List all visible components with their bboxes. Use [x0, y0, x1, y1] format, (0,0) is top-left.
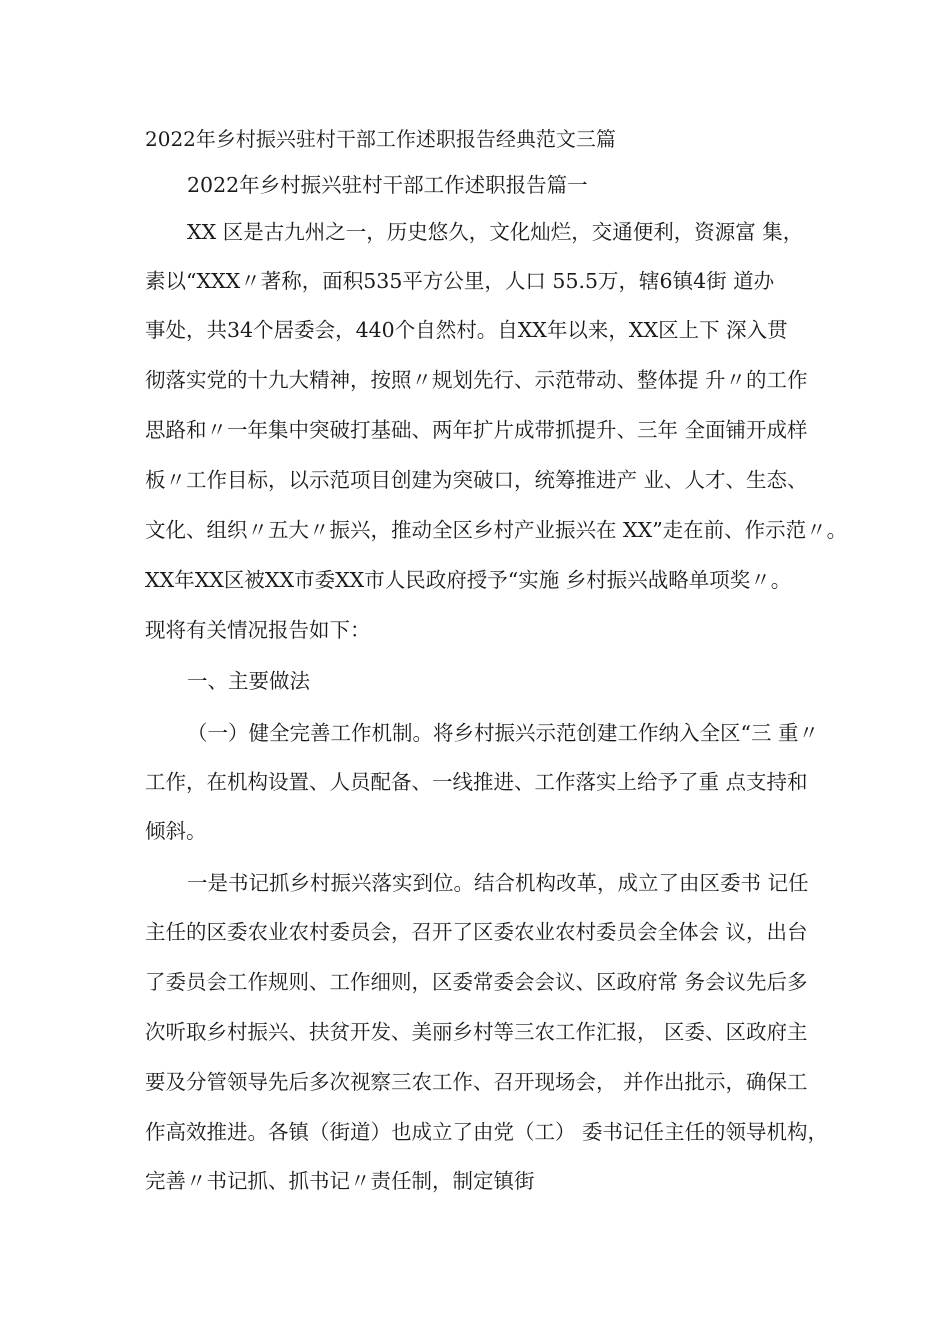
- paragraph-line: 板〃工作目标，以示范项目创建为突破口，统筹推进产 业、人才、生态、: [145, 468, 808, 492]
- paragraph-line: 素以“XXX〃著称，面积535平方公里，人口 55.5万，辖6镇4街 道办: [145, 269, 775, 293]
- paragraph-line: XX 区是古九州之一，历史悠久，文化灿烂，交通便利，资源富 集，: [187, 220, 804, 244]
- paragraph-line: 要及分管领导先后多次视察三农工作、召开现场会， 并作出批示，确保工: [145, 1070, 808, 1094]
- paragraph-line: 一是书记抓乡村振兴落实到位。结合机构改革，成立了由区委书 记任: [187, 871, 809, 895]
- paragraph-line: 了委员会工作规则、工作细则，区委常委会会议、区政府常 务会议先后多: [145, 970, 808, 994]
- paragraph-line: （一）健全完善工作机制。将乡村振兴示范创建工作纳入全区“三 重〃: [187, 721, 819, 745]
- paragraph-line: 彻落实党的十九大精神，按照〃规划先行、示范带动、整体提 升〃的工作: [145, 368, 808, 392]
- paragraph-line: 主任的区委农业农村委员会，召开了区委农业农村委员会全体会 议，出台: [145, 920, 808, 944]
- paragraph-line: XX年XX区被XX市委XX市人民政府授予“实施 乡村振兴战略单项奖〃。: [145, 568, 792, 592]
- paragraph-line: 现将有关情况报告如下：: [145, 618, 371, 642]
- paragraph-line: 次听取乡村振兴、扶贫开发、美丽乡村等三农工作汇报， 区委、区政府主: [145, 1020, 808, 1044]
- section-heading: 一、主要做法: [187, 669, 310, 693]
- paragraph-line: 作高效推进。各镇（街道）也成立了由党（工） 委书记任主任的领导机构，: [145, 1120, 829, 1144]
- document-subtitle: 2022年乡村振兴驻村干部工作述职报告篇一: [187, 173, 588, 197]
- paragraph-line: 工作，在机构设置、人员配备、一线推进、工作落实上给予了重 点支持和: [145, 770, 808, 794]
- paragraph-line: 倾斜。: [145, 819, 207, 843]
- paragraph-line: 完善〃书记抓、抓书记〃责任制，制定镇街: [145, 1169, 535, 1193]
- paragraph-line: 事处，共34个居委会，440个自然村。自XX年以来，XX区上下 深入贯: [145, 318, 788, 342]
- paragraph-line: 思路和〃一年集中突破打基础、两年扩片成带抓提升、三年 全面铺开成样: [145, 418, 808, 442]
- document-title: 2022年乡村振兴驻村干部工作述职报告经典范文三篇: [145, 127, 616, 151]
- paragraph-line: 文化、组织〃五大〃振兴，推动全区乡村产业振兴在 XX”走在前、作示范〃。: [145, 518, 848, 542]
